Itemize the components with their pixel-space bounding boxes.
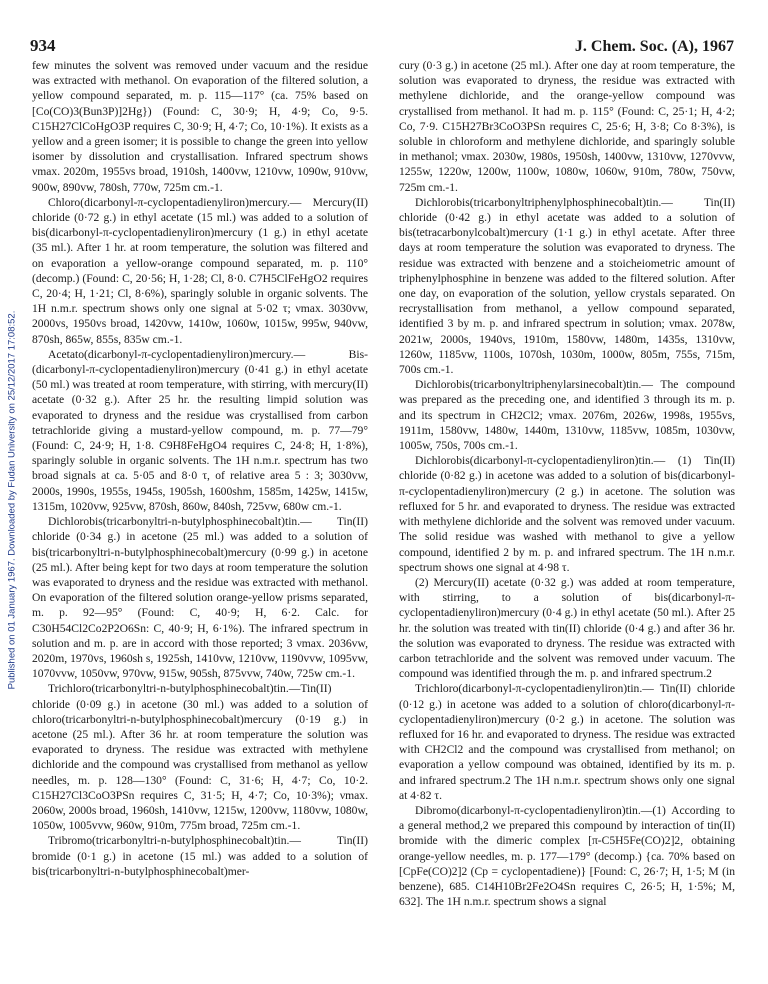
paragraph: Trichloro(dicarbonyl-π-cyclopentadienyliron)tin.— Tin(II) chloride (0·12 g.) in acetone was added to a solution of chloro(dicarbonyl-π-cyclopentadienyliron)mercury (0·2 g.) in acetone. The solution was refluxed for 16 hr. and evaporated to dryness. The residue was extracted with CH2Cl2 and the compound was crystallised from methanol; on evaporation a yellow compound was obtained, identified by its m. p. and infrared spectrum.2 The 1H n.m.r. spectrum shows only one signal at 4·82 τ. bbox=[399, 682, 735, 802]
download-watermark-text[interactable]: Published on 01 January 1967. Downloaded by Fudan University on 25/12/2017 17:08:52. bbox=[6, 310, 18, 690]
download-watermark bbox=[4, 170, 20, 830]
paragraph: Chloro(dicarbonyl-π-cyclopentadienyliron)mercury.— Mercury(II) chloride (0·72 g.) in ethyl acetate (15 ml.) was added to a solution of bis(dicarbonyl-π-cyclopentadienyliron)mercury (1 g.) in ethyl acetate (35 ml.). After 1 hr. at room temperature, the solution was filtered and on evaporation a yellow-orange compound separated, m. p. 110° (decomp.) (Found: C, 20·56; H, 1·28; Cl, 8·0. C7H5ClFeHgO2 requires C, 20·4; H, 1·21; Cl, 8·6%), sparingly soluble in organic solvents. The 1H n.m.r. spectrum shows only one signal at 5·02 τ; νmax. 3030vw, 2000vs, 1950vs broad, 1420vw, 1410w, 1060w, 1015w, 995w, 940vw, 870sh, 865w, 855s, 835w cm.-1. bbox=[32, 195, 368, 346]
right-column bbox=[399, 58, 735, 973]
paragraph: cury (0·3 g.) in acetone (25 ml.). After one day at room temperature, the solution was evaporated to dryness, the residue was extracted with methylene dichloride, and the orange-yellow compound was crystallised from methanol. It had m. p. 115° (Found: C, 25·1; H, 4·2; Co, 7·9. C15H27Br3CoO3PSn requires C, 25·6; H, 3·8; Co 8·3%), is soluble in chloroform and methylene dichloride, and sparingly soluble in methanol; νmax. 2030w, 1980s, 1950sh, 1400vw, 1310vw, 1270vvw, 1255w, 1220w, 1200w, 1100w, 1080w, 1060w, 910m, 780w, 750vw, 725m cm.-1. bbox=[399, 59, 735, 194]
paragraph: few minutes the solvent was removed under vacuum and the residue was extracted with methanol. On evaporation of the filtered solution, a yellow compound separated, m. p. 115—117° (ca. 75% based on [Co(CO)3(Bun3P)]2Hg}) (Found: C, 30·9; H, 4·9; Co, 9·5. C15H27ClCoHgO3P requires C, 30·9; H, 4·7; Co, 10·1%). It exists as a yellow and a green isomer; it is possible to change the green into yellow isomer by dissolution and crystallisation. Infrared spectrum shows νmax. 2020m, 1955vs broad, 1910sh, 1400vw, 1210vw, 1090w, 910vw, 900w, 890vw, 780sh, 770w, 725m cm.-1. bbox=[32, 59, 368, 194]
journal-header bbox=[575, 38, 734, 56]
journal-citation: J. Chem. Soc. (A), 1967 bbox=[574, 38, 734, 55]
paragraph: Acetato(dicarbonyl-π-cyclopentadienyliron)mercury.— Bis-(dicarbonyl-π-cyclopentadienyliron)mercury (0·41 g.) in ethyl acetate (50 ml.) was treated at room temperature, with stirring, with mercury(II) acetate (0·32 g.). After 25 hr. the resulting limpid solution was evaporated to dryness and the residue was crystallised from carbon tetrachloride giving a mustard-yellow compound, m. p. 77—79° (Found: C, 24·9; H, 1·8. C9H8FeHgO4 requires C, 24·8; H, 1·8%), sparingly soluble in organic solvents. The 1H n.m.r. spectrum has two broad signals at ca. 5·05 and 8·0 τ, of relative area 5 : 3; 3030vw, 2000s, 1990s, 1955s, 1945s, 1905sh, 1600shm, 1585m, 1425w, 1415w, 1315m, 1020vw, 925vw, 870sh, 860w, 840sh, 725vw, 680w cm.-1. bbox=[32, 347, 368, 513]
left-column bbox=[32, 58, 368, 973]
paragraph: Trichloro(tricarbonyltri-n-butylphosphinecobalt)tin.—Tin(II) chloride (0·09 g.) in acetone (30 ml.) was added to a solution of chloro(tricarbonyltri-n-butylphosphinecobalt)mercury (0·19 g.) in acetone (25 ml.). After 36 hr. at room temperature the solution was evaporated to dryness. The residue was extracted with methylene dichloride and the compound was crystallised from methanol as yellow needles, m. p. 128—130° (Found: C, 31·6; H, 4·7; Co, 10·2. C15H27Cl3CoO3PSn requires C, 31·5; H, 4·7; Co, 10·3%); νmax. 2060w, 2000s broad, 1960sh, 1410vw, 1215w, 1200vw, 1180vw, 1080w, 1050w, 1005vvw, 960w, 910m, 775m broad, 725m cm.-1. bbox=[32, 682, 368, 833]
page-number: 934 bbox=[30, 36, 56, 55]
paragraph: (2) Mercury(II) acetate (0·32 g.) was added at room temperature, with stirring, to a solution of bis(dicarbonyl-π-cyclopentadienyliron)mercury (0·4 g.) in ethyl acetate (50 ml.). After 25 hr. the solution was treated with tin(II) chloride (0·4 g.) and after 36 hr. the solution was evaporated to dryness. The residue was extracted with carbon tetrachloride and the solvent was removed under vacuum. The compound was identified through the m. p. and infrared spectrum.2 bbox=[399, 575, 735, 681]
paragraph: Dichlorobis(tricarbonyltriphenylarsinecobalt)tin.— The compound was prepared as the preceding one, and identified 3 through its m. p. and its spectrum in CH2Cl2; νmax. 2076m, 2026w, 1998s, 1955vs, 1911m, 1580vw, 1480w, 1440m, 1310vw, 1185vw, 1085m, 1030vw, 1005w, 750s, 700s cm.-1. bbox=[399, 378, 735, 453]
paragraph: Tribromo(tricarbonyltri-n-butylphosphinecobalt)tin.— Tin(II) bromide (0·1 g.) in acetone (15 ml.) was added to a solution of bis(tricarbonyltri-n-butylphosphinecobalt)mer- bbox=[32, 834, 368, 878]
paragraph: Dichlorobis(tricarbonyltri-n-butylphosphinecobalt)tin.— Tin(II) chloride (0·34 g.) in acetone (25 ml.) was added to a solution of bis(tricarbonyltri-n-butylphosphinecobalt)mercury (0·99 g.) in acetone (25 ml.). After being kept for two days at room temperature the solution was evaporated to dryness and the residue was extracted with methanol. On evaporation of the filtered solution orange-yellow prisms separated, m. p. 92—95° (Found: C, 40·9; H, 6·2. Calc. for C30H54Cl2Co2P2O6Sn: C, 40·9; H, 6·1%). The infrared spectrum in solution and m. p. are in accord with those reported; 3 νmax. 2036vw, 2020m, 1970vs, 1960sh s, 1925sh, 1410vw, 1210vw, 1190vvw, 1095vw, 1070vvw, 1050vw, 970vw, 915w, 905sh, 875vvw, 740w, 725w cm.-1. bbox=[32, 515, 368, 681]
paragraph: Dichlorobis(dicarbonyl-π-cyclopentadienyliron)tin.— (1) Tin(II) chloride (0·82 g.) in acetone was added to a solution of bis(dicarbonyl-π-cyclopentadienyliron)mercury (2 g.) in acetone. The solution was refluxed for 5 hr. and evaporated to dryness. The residue was extracted with methylene dichloride and the solvent was removed under vacuum. The solid residue was washed with methanol to give a yellow compound, identified 2 by m. p. and infrared spectrum. The 1H n.m.r. spectrum shows one signal at 4·98 τ. bbox=[399, 454, 735, 574]
paragraph: Dichlorobis(tricarbonyltriphenylphosphinecobalt)tin.— Tin(II) chloride (0·42 g.) in ethyl acetate was added to a solution of bis(tetracarbonylcobalt)mercury (1·1 g.) in ethyl acetate. After three days at room temperature the solution was evaporated to dryness. The residue was extracted with benzene and a stoicheiometric amount of triphenylphosphine in benzene was added to the filtered solution. After one day, on evaporation of the solution, yellow crystals separated. On recrystallisation from methanol, a yellow compound separated, identified 3 by m. p. and infrared spectrum in solution; νmax. 2078w, 2021w, 2000s, 1940vs, 1910m, 1580vw, 1480m, 1435s, 1310vw, 1260w, 1185vw, 1100s, 1070sh, 1030m, 1000w, 805m, 755s, 715m, 700s cm.-1. bbox=[399, 195, 735, 377]
paragraph: Dibromo(dicarbonyl-π-cyclopentadienyliron)tin.—(1) According to a general method,2 we prepared this compound by interaction of tin(II) bromide with the dimeric complex [π-C5H5Fe(CO)2]2, obtaining orange-yellow needles, m. p. 177—179° (decomp.) {ca. 70% based on [CpFe(CO)2]2 (Cp = cyclopentadiene)} [Found: C, 26·7; H, 1·5; M (in benzene), 685. C14H10Br2Fe2O4Sn requires C, 26·5; H, 1·5%; M, 632]. The 1H n.m.r. spectrum shows a signal bbox=[399, 803, 735, 909]
